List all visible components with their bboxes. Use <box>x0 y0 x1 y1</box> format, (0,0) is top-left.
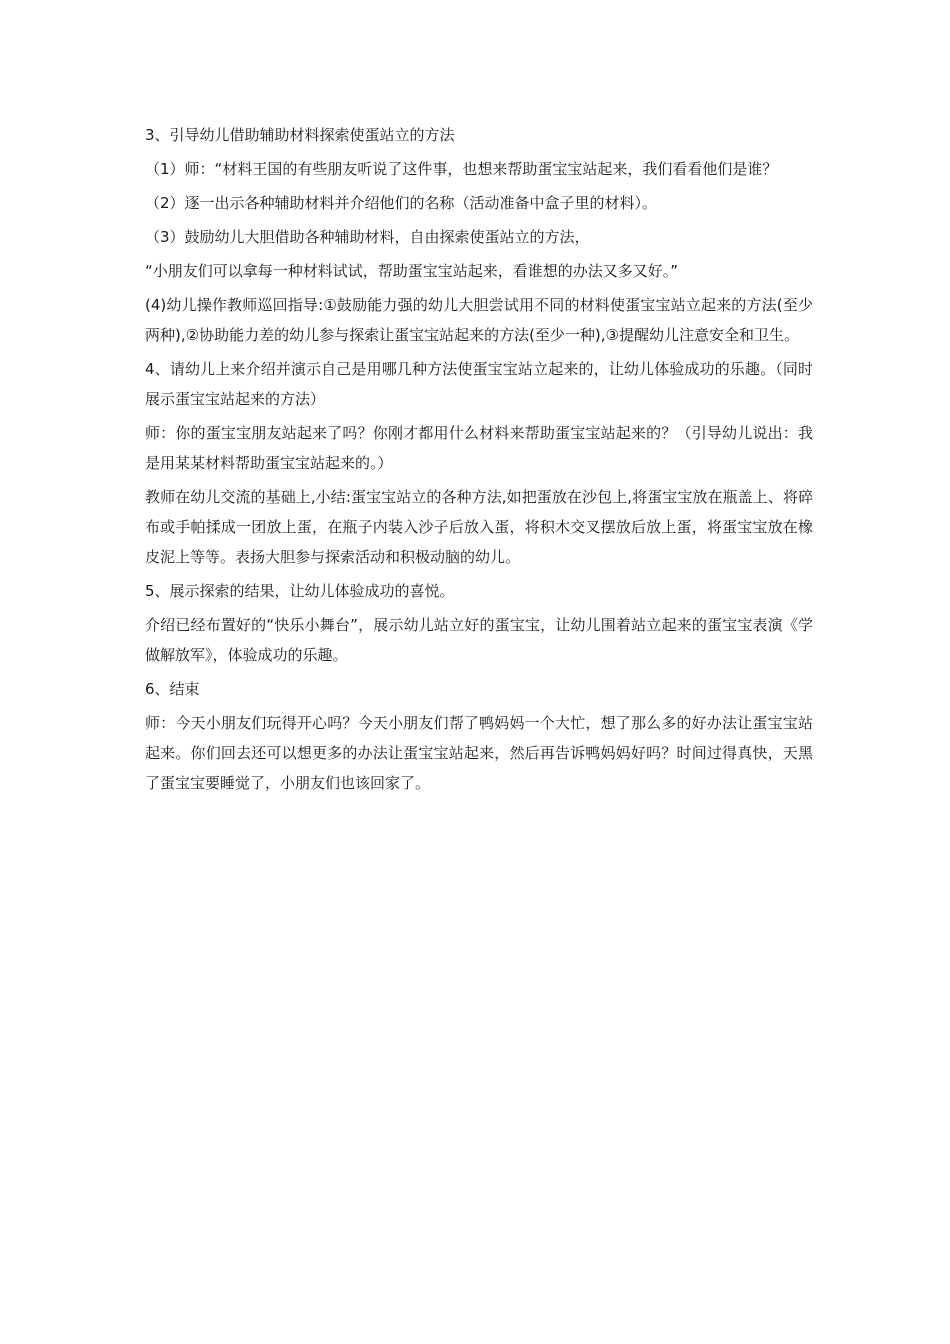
step-3-1-paragraph: （1）师：“材料王国的有些朋友听说了这件事，也想来帮助蛋宝宝站起来，我们看看他们是谁？ <box>145 160 778 178</box>
teacher-question-paragraph: 师：你的蛋宝宝朋友站起来了吗？你刚才都用什么材料来帮助蛋宝宝站起来的？（引导幼儿说出：我是用某某材料帮助蛋宝宝站起来的。） <box>145 424 813 472</box>
teacher-quote-paragraph: “小朋友们可以拿每一种材料试试，帮助蛋宝宝站起来，看谁想的办法又多又好。” <box>145 262 679 280</box>
step-6-heading: 6、结束 <box>145 680 200 698</box>
step-3-3-paragraph: （3）鼓励幼儿大胆借助各种辅助材料，自由探索使蛋站立的方法， <box>145 228 590 246</box>
summary-paragraph: 教师在幼儿交流的基础上,小结:蛋宝宝站立的各种方法,如把蛋放在沙包上,将蛋宝宝放在瓶盖上、将碎布或手帕揉成一团放上蛋，在瓶子内装入沙子后放入蛋，将积木交叉摆放后放上蛋，将蛋宝宝放在橡皮泥上等等。表扬大胆参与探索活动和积极动脑的幼儿。 <box>145 488 813 566</box>
stage-paragraph: 介绍已经布置好的“快乐小舞台”，展示幼儿站立好的蛋宝宝，让幼儿围着站立起来的蛋宝宝表演《学做解放军》，体验成功的乐趣。 <box>145 616 813 664</box>
closing-paragraph: 师：今天小朋友们玩得开心吗？今天小朋友们帮了鸭妈妈一个大忙，想了那么多的好办法让蛋宝宝站起来。你们回去还可以想更多的办法让蛋宝宝站起来，然后再告诉鸭妈妈好吗？时间过得真快，天黑了蛋宝宝要睡觉了，小朋友们也该回家了。 <box>145 714 813 792</box>
step-4-heading: 4、请幼儿上来介绍并演示自己是用哪几种方法使蛋宝宝站立起来的，让幼儿体验成功的乐趣。（同时展示蛋宝宝站起来的方法） <box>145 360 813 408</box>
step-3-2-paragraph: （2）逐一出示各种辅助材料并介绍他们的名称（活动准备中盒子里的材料）。 <box>145 194 658 212</box>
step-3-4-paragraph: (4)幼儿操作教师巡回指导:①鼓励能力强的幼儿大胆尝试用不同的材料使蛋宝宝站立起来的方法(至少两种),②协助能力差的幼儿参与探索让蛋宝宝站起来的方法(至少一种),③提醒幼儿注意安全和卫生。 <box>145 296 813 344</box>
document-body <box>145 120 813 802</box>
step-5-heading: 5、展示探索的结果，让幼儿体验成功的喜悦。 <box>145 582 455 600</box>
step-3-heading: 3、引导幼儿借助辅助材料探索使蛋站立的方法 <box>145 126 455 144</box>
